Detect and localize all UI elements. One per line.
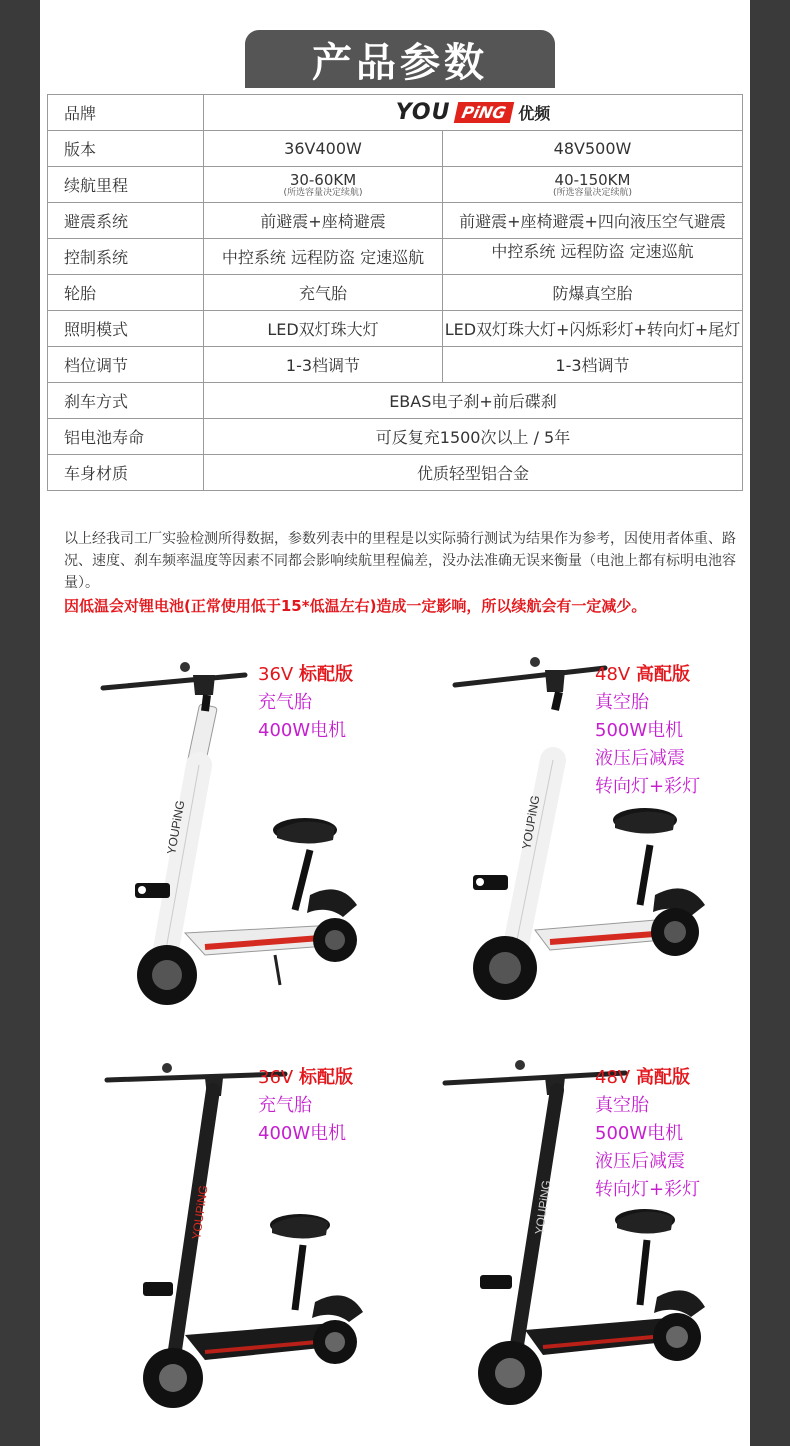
spec-label: 照明模式 xyxy=(48,311,204,347)
spec-value: 防爆真空胎 xyxy=(443,275,743,311)
spec-label: 控制系统 xyxy=(48,239,204,275)
spec-label: 刹车方式 xyxy=(48,383,204,419)
model-features-48v-2 xyxy=(595,1064,700,1204)
spec-value: 优质轻型铝合金 xyxy=(204,455,743,491)
spec-table xyxy=(47,94,743,491)
model-features-36v-1 xyxy=(258,661,353,745)
spec-value: 前避震+座椅避震 xyxy=(204,203,443,239)
spec-row-range xyxy=(48,167,743,203)
spec-row-brake xyxy=(48,383,743,419)
feature-item: 液压后减震 xyxy=(595,748,685,769)
feature-item: 真空胎 xyxy=(595,1095,649,1116)
page-title: 产品参数 xyxy=(312,39,488,86)
spec-label: 避震系统 xyxy=(48,203,204,239)
spec-row-suspension xyxy=(48,203,743,239)
spec-row-brand xyxy=(48,95,743,131)
brand-logo: YOU PiNG 优频 xyxy=(395,100,551,125)
title-tab xyxy=(245,30,555,88)
feature-item: 液压后减震 xyxy=(595,1151,685,1172)
spec-label: 档位调节 xyxy=(48,347,204,383)
spec-label: 铝电池寿命 xyxy=(48,419,204,455)
scooter-brand-text: YOUPiNG xyxy=(189,1184,211,1241)
spec-row-battery xyxy=(48,419,743,455)
model-edition: 标配版 xyxy=(298,1067,353,1088)
brand-logo-cell xyxy=(204,95,743,131)
spec-label: 续航里程 xyxy=(48,167,204,203)
feature-item: 充气胎 xyxy=(258,692,312,713)
model-features-36v-2 xyxy=(258,1064,353,1148)
spec-label: 品牌 xyxy=(48,95,204,131)
model-voltage: 48V xyxy=(595,1067,631,1088)
spec-value: 30-60KM (所选容量决定续航) xyxy=(204,167,443,203)
feature-item: 充气胎 xyxy=(258,1095,312,1116)
feature-item: 转向灯+彩灯 xyxy=(595,776,701,797)
spec-label: 轮胎 xyxy=(48,275,204,311)
spec-label: 版本 xyxy=(48,131,204,167)
feature-item: 真空胎 xyxy=(595,692,649,713)
model-voltage: 36V xyxy=(258,1067,294,1088)
warning-text: 因低温会对锂电池(正常使用低于15*低温左右)造成一定影响，所以续航会有一定减少。 xyxy=(64,597,647,615)
spec-value: 1-3档调节 xyxy=(204,347,443,383)
model-edition: 高配版 xyxy=(635,664,690,685)
model-edition: 标配版 xyxy=(298,664,353,685)
spec-value: 中控系统 远程防盗 定速巡航 xyxy=(204,239,443,275)
model-features-48v-1 xyxy=(595,661,700,801)
spec-row-tire xyxy=(48,275,743,311)
feature-item: 400W电机 xyxy=(258,720,347,741)
scooter-brand-text: YOUPiNG xyxy=(532,1179,554,1236)
disclaimer-text: 以上经我司工厂实验检测所得数据，参数列表中的里程是以实际骑行测试为结果作为参考，因使用者体重、路况、速度、刹车频率温度等因素不同都会影响续航里程偏差，没办法准确无误来衡量（电池上都有标明电池容量）。 xyxy=(64,531,736,591)
scooter-brand-text: YOUPiNG xyxy=(164,799,188,856)
spec-value: LED双灯珠大灯+闪烁彩灯+转向灯+尾灯 xyxy=(443,311,743,347)
spec-value: 48V500W xyxy=(443,131,743,167)
spec-value: 充气胎 xyxy=(204,275,443,311)
product-page xyxy=(40,0,750,1446)
spec-value: EBAS电子刹+前后碟刹 xyxy=(204,383,743,419)
model-voltage: 36V xyxy=(258,664,294,685)
spec-value: 可反复充1500次以上 / 5年 xyxy=(204,419,743,455)
spec-label: 车身材质 xyxy=(48,455,204,491)
feature-item: 500W电机 xyxy=(595,1123,684,1144)
spec-value: 36V400W xyxy=(204,131,443,167)
model-edition: 高配版 xyxy=(635,1067,690,1088)
scooter-brand-text: YOUPiNG xyxy=(519,794,543,851)
feature-item: 400W电机 xyxy=(258,1123,347,1144)
feature-item: 转向灯+彩灯 xyxy=(595,1179,701,1200)
spec-row-body xyxy=(48,455,743,491)
spec-value: 前避震+座椅避震+四向液压空气避震 xyxy=(443,203,743,239)
spec-value: 40-150KM (所选容量决定续航) xyxy=(443,167,743,203)
spec-value: 中控系统 远程防盗 定速巡航 xyxy=(443,239,743,275)
spec-value: LED双灯珠大灯 xyxy=(204,311,443,347)
spec-row-lighting xyxy=(48,311,743,347)
feature-item: 500W电机 xyxy=(595,720,684,741)
spec-value: 1-3档调节 xyxy=(443,347,743,383)
spec-row-version xyxy=(48,131,743,167)
model-voltage: 48V xyxy=(595,664,631,685)
spec-row-gear xyxy=(48,347,743,383)
spec-row-control xyxy=(48,239,743,275)
